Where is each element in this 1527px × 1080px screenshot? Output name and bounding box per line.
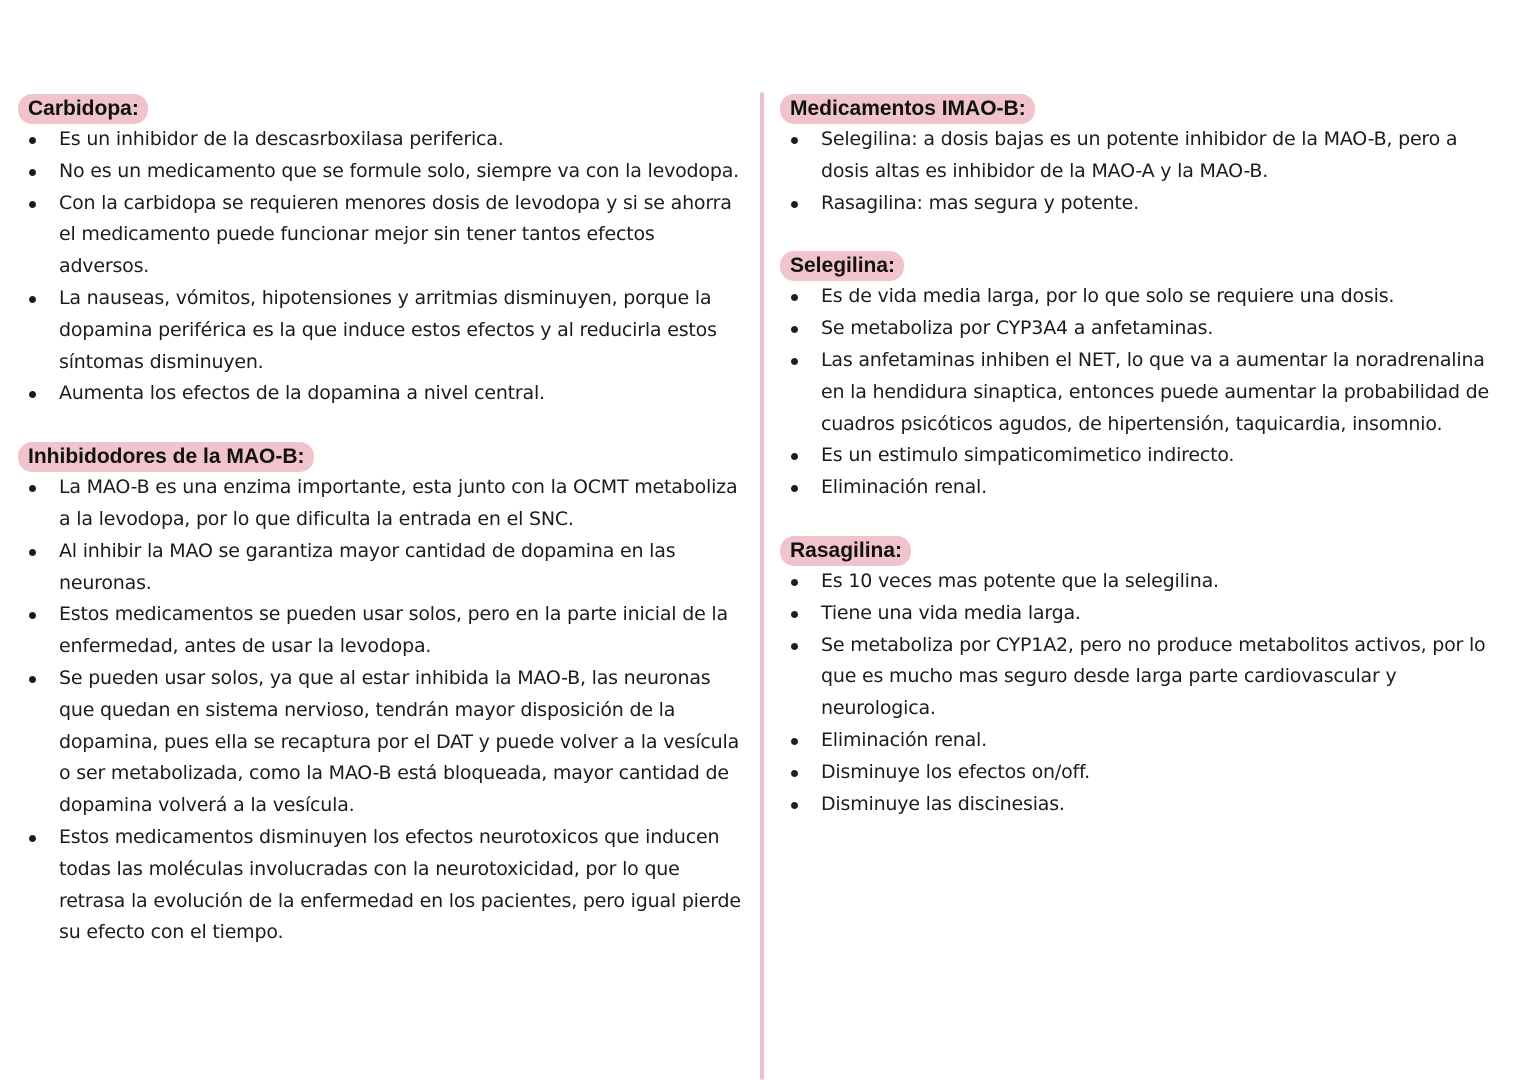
bullet-icon <box>29 612 36 619</box>
section-carbidopa <box>18 94 748 410</box>
bullet-icon <box>791 453 798 460</box>
list-item <box>780 281 1510 313</box>
list-item <box>780 345 1510 440</box>
list-item <box>18 822 748 949</box>
bullet-list <box>780 566 1510 820</box>
section-heading: Medicamentos IMAO-B: <box>780 94 1035 124</box>
list-item <box>18 663 748 822</box>
list-item <box>780 440 1510 472</box>
list-item-text: Se pueden usar solos, ya que al estar inhibida la MAO-B, las neuronas que quedan en sistema nervioso, tendrán mayor disposición de la dopamina, pues ella se recaptura por el DAT y puede volver a la vesícula o ser metabolizada, como la MAO-B está bloqueada, mayor cantidad de dopamina volverá a la vesícula. <box>59 666 740 817</box>
list-item-text: Con la carbidopa se requieren menores dosis de levodopa y si se ahorra el medicamento puede funcionar mejor sin tener tantos efectos adversos. <box>59 191 732 278</box>
list-item <box>780 313 1510 345</box>
list-item <box>18 472 748 536</box>
list-item <box>780 188 1510 220</box>
list-item <box>780 757 1510 789</box>
list-item-text: Se metaboliza por CYP3A4 a anfetaminas. <box>821 317 1214 340</box>
list-item-text: Es de vida media larga, por lo que solo se requiere una dosis. <box>821 285 1395 308</box>
bullet-icon <box>791 611 798 618</box>
list-item-text: Es 10 veces mas potente que la selegilina. <box>821 569 1219 592</box>
bullet-icon <box>29 296 36 303</box>
list-item <box>780 789 1510 821</box>
list-item <box>780 725 1510 757</box>
section-selegilina <box>780 251 1510 504</box>
bullet-icon <box>29 201 36 208</box>
list-item-text: Rasagilina: mas segura y potente. <box>821 191 1139 214</box>
bullet-icon <box>29 169 36 176</box>
bullet-icon <box>791 485 798 492</box>
list-item-text: Disminuye los efectos on/off. <box>821 760 1090 783</box>
list-item <box>780 598 1510 630</box>
list-item <box>18 283 748 378</box>
section-heading: Inhibidodores de la MAO-B: <box>18 442 314 472</box>
bullet-icon <box>791 770 798 777</box>
bullet-icon <box>791 579 798 586</box>
section-inhibidores-mao-b <box>18 442 748 949</box>
list-item-text: Al inhibir la MAO se garantiza mayor cantidad de dopamina en las neuronas. <box>59 539 676 594</box>
list-item <box>18 124 748 156</box>
section-rasagilina <box>780 536 1510 820</box>
bullet-list <box>780 124 1510 219</box>
list-item <box>18 536 748 600</box>
list-item <box>18 156 748 188</box>
list-item <box>780 630 1510 725</box>
list-item-text: Es un inhibidor de la descasrboxilasa periferica. <box>59 128 504 150</box>
bullet-icon <box>791 201 798 208</box>
bullet-icon <box>29 835 36 842</box>
bullet-icon <box>29 137 36 144</box>
bullet-icon <box>29 485 36 492</box>
list-item-text: No es un medicamento que se formule solo, siempre va con la levodopa. <box>59 159 739 182</box>
bullet-list <box>18 472 748 949</box>
list-item-text: Eliminación renal. <box>821 476 987 499</box>
bullet-icon <box>791 137 798 144</box>
section-medicamentos-imao-b <box>780 94 1510 219</box>
list-item <box>780 124 1510 188</box>
list-item-text: Aumenta los efectos de la dopamina a nivel central. <box>59 382 545 405</box>
section-heading: Selegilina: <box>780 251 904 281</box>
list-item-text: Selegilina: a dosis bajas es un potente inhibidor de la MAO-B, pero a dosis altas es inhibidor de la MAO-A y la MAO-B. <box>821 128 1458 182</box>
right-column <box>780 94 1510 852</box>
bullet-icon <box>791 326 798 333</box>
list-item <box>18 378 748 410</box>
bullet-icon <box>29 676 36 683</box>
list-item-text: Tiene una vida media larga. <box>821 601 1081 624</box>
list-item-text: Se metaboliza por CYP1A2, pero no produce metabolitos activos, por lo que es mucho mas seguro desde larga parte cardiovascular y neurologica. <box>821 633 1486 720</box>
bullet-icon <box>791 738 798 745</box>
bullet-list <box>18 124 748 410</box>
list-item <box>780 566 1510 598</box>
list-item <box>18 188 748 283</box>
bullet-icon <box>791 802 798 809</box>
list-item-text: Las anfetaminas inhiben el NET, lo que va a aumentar la noradrenalina en la hendidura sinaptica, entonces puede aumentar la probabilidad de cuadros psicóticos agudos, de hipertensión, taquicardia, insomnio. <box>821 348 1490 435</box>
section-heading: Rasagilina: <box>780 536 911 566</box>
bullet-list <box>780 281 1510 504</box>
section-heading: Carbidopa: <box>18 94 148 124</box>
list-item-text: Estos medicamentos disminuyen los efectos neurotoxicos que inducen todas las moléculas involucradas con la neurotoxicidad, por lo que retrasa la evolución de la enfermedad en los pacientes, pero igual pierde su efecto con el tiempo. <box>59 825 741 944</box>
bullet-icon <box>791 294 798 301</box>
list-item-text: La nauseas, vómitos, hipotensiones y arritmias disminuyen, porque la dopamina periférica es la que induce estos efectos y al reducirla estos síntomas disminuyen. <box>59 286 717 373</box>
list-item <box>780 472 1510 504</box>
left-column <box>18 94 748 981</box>
column-divider <box>760 92 764 1080</box>
list-item-text: Es un estimulo simpaticomimetico indirecto. <box>821 444 1235 467</box>
list-item-text: Estos medicamentos se pueden usar solos, pero en la parte inicial de la enfermedad, antes de usar la levodopa. <box>59 603 728 658</box>
list-item-text: La MAO-B es una enzima importante, esta junto con la OCMT metaboliza a la levodopa, por lo que dificulta la entrada en el SNC. <box>59 476 738 530</box>
bullet-icon <box>791 643 798 650</box>
bullet-icon <box>791 358 798 365</box>
list-item <box>18 599 748 663</box>
bullet-icon <box>29 549 36 556</box>
bullet-icon <box>29 391 36 398</box>
list-item-text: Disminuye las discinesias. <box>821 792 1065 815</box>
list-item-text: Eliminación renal. <box>821 728 987 751</box>
